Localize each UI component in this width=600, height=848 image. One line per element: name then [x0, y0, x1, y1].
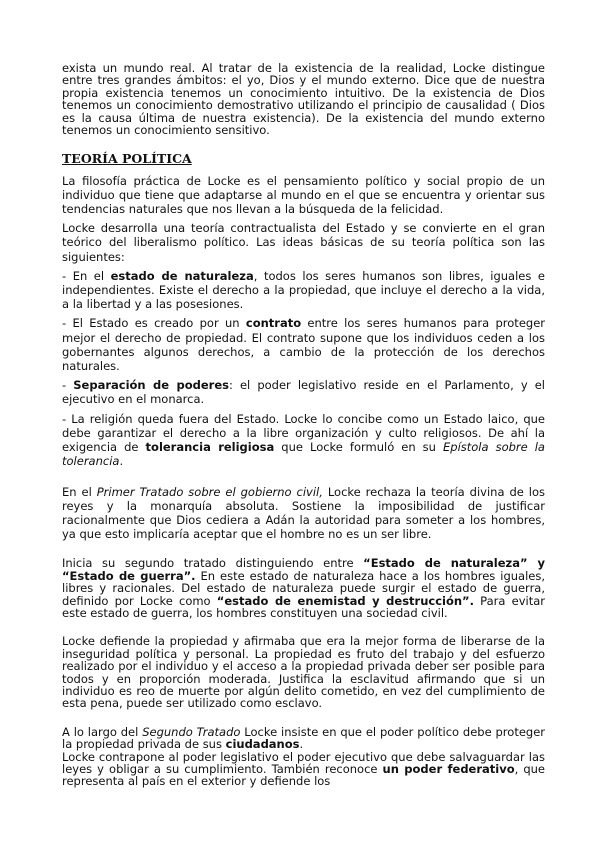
term-federative-power: un poder federativo: [382, 762, 515, 776]
bullet-separation-of-powers: - Separación de poderes: el poder legislativo reside en el Parlamento, y el ejecutivo en el monarca.: [62, 378, 545, 407]
term-citizens: ciudadanos: [225, 737, 300, 752]
term-enmity-destruction: “estado de enemistad y destrucción”.: [216, 593, 474, 608]
bullet-contract: - El Estado es creado por un contrato entre los seres humanos para proteger mejor el derecho de propiedad. El contrato supone que los individuos ceden a los gobernantes algunos derechos, a cambio de la protección de los derechos naturales.: [62, 316, 545, 374]
term-contract: contrato: [245, 316, 302, 331]
section-heading: TEORÍA POLÍTICA: [62, 151, 192, 167]
paragraph-federative-power: Locke contrapone al poder legislativo el poder ejecutivo que debe salvaguardar las leyes y obligar a su cumplimiento. También reconoce un poder federativo, que representa al país en el exterior y defiende los: [62, 749, 545, 789]
paragraph-second-treatise: Inicia su segundo tratado distinguiendo entre “Estado de naturaleza” y “Estado de guerra”. En este estado de naturaleza hace a los hombres iguales, libres y racionales. Del estado de naturaleza puede surgir el estado de guerra, definido por Locke como “estado de enemistad y destrucción”. Para evitar este estado de guerra, los hombres constituyen una sociedad civil.: [62, 556, 546, 620]
term-nature-and-war: “Estado de naturaleza” y “Estado de guerra”.: [62, 556, 545, 583]
paragraph-political-power: A lo largo del Segundo Tratado Locke insiste en que el poder político debe proteger la propiedad privada de sus ciudadanos.: [62, 724, 546, 752]
term-religious-tolerance: tolerancia religiosa: [145, 440, 275, 455]
title-letter-on-tolerance: Epístola sobre la tolerancia: [62, 440, 545, 469]
term-separation-of-powers: Separación de poderes: [73, 378, 229, 393]
intro-paragraph: exista un mundo real. Al tratar de la existencia de la realidad, Locke distingue entre tres grandes ámbitos: el yo, Dios y el mundo externo. Dice que de nuestra propia existencia tenemos un conocimiento intuitivo. De la existencia de Dios tenemos un conocimiento demostrativo utilizando el principio de causalidad ( Dios es la causa última de nuestra existencia). De la existencia del mundo externo tenemos un conocimiento sensitivo.: [62, 61, 545, 138]
term-state-of-nature: estado de naturaleza: [110, 268, 254, 283]
paragraph-property: Locke defiende la propiedad y afirmaba que era la mejor forma de liberarse de la inseguridad política y personal. La propiedad es fruto del trabajo y del esfuerzo realizado por el individuo y el acceso a la propiedad privada deber ser posible para todos y en proporción moderada. Justifica la esclavitud afirmando que si un individuo es reo de muerte por algún delito cometido, en vez del cumplimiento de esta pena, puede ser utilizado como esclavo.: [62, 634, 545, 711]
paragraph-contractualist-theory: Locke desarrolla una teoría contractualista del Estado y se convierte en el gran teórico del liberalismo político. Las ideas básicas de su teoría política son las siguientes:: [62, 221, 545, 264]
document-page: [62, 62, 545, 788]
title-first-treatise: Primer Tratado sobre el gobierno civil,: [96, 484, 323, 499]
paragraph-practical-philosophy: La filosofía práctica de Locke es el pensamiento político y social propio de un individuo que tiene que adaptarse al mundo en el que se encuentra y orientar sus tendencias naturales que nos llevan a la búsqueda de la felicidad.: [62, 173, 545, 217]
bullet-religious-tolerance: - La religión queda fuera del Estado. Locke lo concibe como un Estado laico, que debe garantizar el derecho a la libre organización y culto religiosos. De ahí la exigencia de tolerancia religiosa que Locke formuló en su Epístola sobre la tolerancia.: [62, 411, 545, 469]
title-second-treatise: Segundo Tratado: [142, 724, 241, 739]
bullet-state-of-nature: - En el estado de naturaleza, todos los seres humanos son libres, iguales e independientes. Existe el derecho a la propiedad, que incluye el derecho a la vida, a la libertad y a las posesiones.: [62, 268, 545, 312]
paragraph-first-treatise: En el Primer Tratado sobre el gobierno civil, Locke rechaza la teoría divina de los reyes y la monarquía absoluta. Sostiene la imposibilidad de justificar racionalmente que Dios cediera a Adán la autoridad para someter a los hombres, ya que esto implicaría aceptar que el hombre no es un ser libre.: [62, 484, 545, 542]
